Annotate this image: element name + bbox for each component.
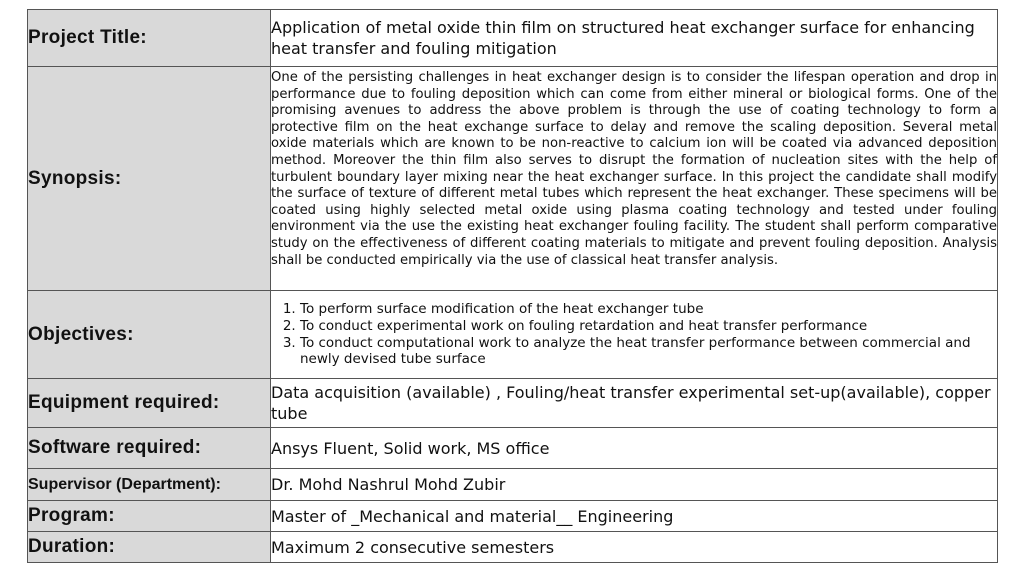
duration-label: Duration: <box>28 532 271 563</box>
project-title-row <box>28 10 998 67</box>
software-label: Software required: <box>28 428 271 469</box>
synopsis-row <box>28 67 998 291</box>
objectives-value <box>271 291 998 379</box>
synopsis-label: Synopsis: <box>28 67 271 291</box>
objective-item: 2. To conduct experimental work on fouling retardation and heat transfer performance <box>300 318 997 335</box>
software-row <box>28 428 998 469</box>
duration-value: Maximum 2 consecutive semesters <box>271 532 998 563</box>
equipment-row <box>28 379 998 428</box>
program-row <box>28 501 998 532</box>
objectives-row <box>28 291 998 379</box>
supervisor-row <box>28 469 998 501</box>
objective-item: 1. To perform surface modification of the heat exchanger tube <box>300 301 997 318</box>
project-title-value: Application of metal oxide thin film on structured heat exchanger surface for enhancing heat transfer and fouling mitigation <box>271 10 998 67</box>
equipment-value: Data acquisition (available) , Fouling/heat transfer experimental set-up(available), copper tube <box>271 379 998 428</box>
program-label: Program: <box>28 501 271 532</box>
synopsis-value: One of the persisting challenges in heat exchanger design is to consider the lifespan operation and drop in performance due to fouling deposition which can come from either mineral or biological forms. One of the promising avenues to address the above problem is through the use of coating technology to form a protective film on the heat exchange surface to delay and remove the scaling deposition. Several metal oxide materials which are known to be non-reactive to calcium ion will be coated via advanced deposition method. Moreover the thin film also serves to disrupt the formation of nucleation sites with the help of turbulent boundary layer mixing near the heat exchanger surface. In this project the candidate shall modify the surface of texture of different metal tubes which represent the heat exchanger. These specimens will be coated using highly selected metal oxide using plasma coating technology and tested under fouling environment via the use the existing heat exchanger fouling facility. The student shall perform comparative study on the effectiveness of different coating materials to mitigate and prevent fouling deposition. Analysis shall be conducted empirically via the use of classical heat transfer analysis. <box>271 67 998 291</box>
duration-row <box>28 532 998 563</box>
equipment-label: Equipment required: <box>28 379 271 428</box>
project-details-table <box>27 9 998 563</box>
supervisor-label: Supervisor (Department): <box>28 469 271 501</box>
project-title-label: Project Title: <box>28 10 271 67</box>
objectives-label: Objectives: <box>28 291 271 379</box>
objectives-list <box>271 301 997 368</box>
software-value: Ansys Fluent, Solid work, MS office <box>271 428 998 469</box>
supervisor-value: Dr. Mohd Nashrul Mohd Zubir <box>271 469 998 501</box>
program-value: Master of _Mechanical and material__ Engineering <box>271 501 998 532</box>
objective-item: 3. To conduct computational work to analyze the heat transfer performance between commercial and newly devised tube surface <box>300 335 997 368</box>
